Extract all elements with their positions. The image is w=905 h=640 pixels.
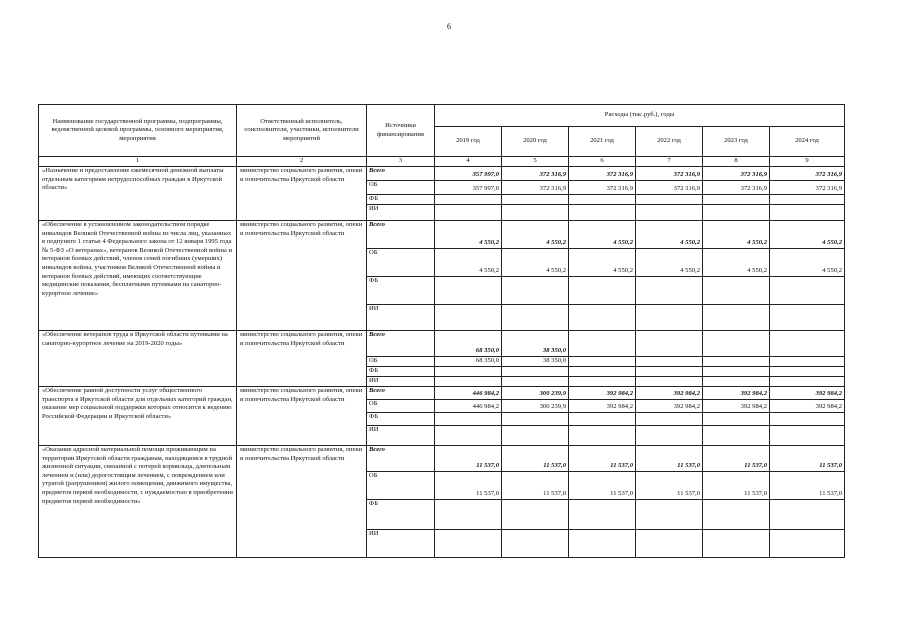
program-name: «Оказание адресной материальной помощи проживающим на территории Иркутской области гражданам, находящимся в трудной жизненной ситуации, связанной с потерей кормильца, длительным лечением и (или) дорогостоящим лечением, с повреждением или утратой (разрушением) жилого помещения, движимого имущества, предметов первой необходимости, с нуждаемостью в приобретении предметов первой необходимости» (39, 446, 237, 558)
funding-source: ИИ (367, 305, 435, 331)
funding-source: ОБ (367, 249, 435, 277)
expense-value (569, 367, 636, 377)
expense-value (703, 426, 770, 446)
expense-value: 11 537,0 (636, 472, 703, 500)
program-name: «Обеспечение в установленном законодательством порядке инвалидов Великой Отечественной войны из числа лиц, указанных в подпункте 1 статьи 4 Федерального закона от 12 января 1995 года № 5-ФЗ «О ветеранах», ветеранов Великой Отечественной войны и ветеранов боевых действий, членов семей погибших (умерших) инвалидов войны, участников Великой Отечественной войны и ветеранов боевых действий, имеющих соответствующие медицинские показания, бесплатными путевками на санаторно-курортное лечение» (39, 221, 237, 331)
expense-value: 392 984,2 (703, 400, 770, 413)
expense-value: 392 984,2 (636, 387, 703, 400)
expense-value: 372 316,9 (569, 181, 636, 195)
expense-value (770, 500, 845, 530)
expense-value (703, 195, 770, 205)
executor-name: министерство социального развития, опеки и попечительства Иркутской области (237, 221, 367, 331)
column-number: 3 (367, 157, 435, 167)
expense-value: 4 550,2 (770, 221, 845, 249)
expense-value (703, 205, 770, 221)
expense-value: 11 537,0 (770, 446, 845, 472)
executor-name: министерство социального развития, опеки и попечительства Иркутской области (237, 446, 367, 558)
expense-value (502, 500, 569, 530)
expense-value (636, 331, 703, 357)
column-number: 5 (502, 157, 569, 167)
executor-name: министерство социального развития, опеки и попечительства Иркутской области (237, 167, 367, 221)
expense-value (569, 426, 636, 446)
expense-value (636, 530, 703, 558)
expense-value: 372 316,9 (636, 181, 703, 195)
expense-value: 372 316,9 (569, 167, 636, 181)
expense-value: 11 537,0 (636, 446, 703, 472)
expense-value: 4 550,2 (569, 221, 636, 249)
expense-value: 300 239,9 (502, 387, 569, 400)
expense-value (770, 195, 845, 205)
expense-value (502, 195, 569, 205)
column-number: 1 (39, 157, 237, 167)
funding-source: ИИ (367, 426, 435, 446)
expense-value (435, 205, 502, 221)
expense-value: 11 537,0 (703, 472, 770, 500)
expense-value: 68 350,0 (435, 331, 502, 357)
expense-value (435, 426, 502, 446)
expense-value (636, 500, 703, 530)
table-row (39, 446, 845, 472)
expense-value (435, 195, 502, 205)
funding-source: Всего (367, 221, 435, 249)
header-year: 2021 год (569, 127, 636, 157)
column-number-row (39, 157, 845, 167)
header-sources: Источники финансирования (367, 105, 435, 157)
expense-value (435, 277, 502, 305)
expense-value (770, 205, 845, 221)
funding-source: ОБ (367, 357, 435, 367)
expense-value (502, 367, 569, 377)
executor-name: министерство социального развития, опеки и попечительства Иркутской области (237, 331, 367, 387)
expense-value: 392 984,2 (569, 387, 636, 400)
table-row (39, 167, 845, 181)
expense-value: 4 550,2 (435, 249, 502, 277)
expense-value: 11 537,0 (770, 472, 845, 500)
expense-value (703, 500, 770, 530)
header-name: Наименование государственной программы, подпрограммы, ведомственной целевой программы, основного мероприятия, мероприятия (39, 105, 237, 157)
header-year: 2022 год (636, 127, 703, 157)
expense-value (435, 413, 502, 426)
funding-source: ФБ (367, 413, 435, 426)
expense-value: 392 984,2 (770, 400, 845, 413)
expense-value (569, 205, 636, 221)
expense-value: 11 537,0 (703, 446, 770, 472)
expense-value: 11 537,0 (569, 446, 636, 472)
expense-value: 372 316,9 (502, 167, 569, 181)
expense-value (569, 277, 636, 305)
column-number: 6 (569, 157, 636, 167)
expense-value (770, 277, 845, 305)
expense-value (770, 530, 845, 558)
table-body (39, 167, 845, 558)
expense-value (703, 357, 770, 367)
expense-value: 300 239,9 (502, 400, 569, 413)
expense-value: 392 984,2 (636, 400, 703, 413)
expense-value (435, 500, 502, 530)
expense-value: 372 316,9 (636, 167, 703, 181)
column-number: 7 (636, 157, 703, 167)
expense-value: 372 316,9 (502, 181, 569, 195)
expense-value (770, 426, 845, 446)
funding-source: ОБ (367, 472, 435, 500)
expense-value (502, 377, 569, 387)
expense-value (569, 500, 636, 530)
expense-value (703, 331, 770, 357)
expense-value (502, 277, 569, 305)
column-number: 8 (703, 157, 770, 167)
expense-value (435, 377, 502, 387)
funding-source: ФБ (367, 500, 435, 530)
expense-value (636, 413, 703, 426)
expense-value (502, 413, 569, 426)
expense-value (502, 426, 569, 446)
expense-value: 392 984,2 (569, 400, 636, 413)
expense-value (569, 530, 636, 558)
header-year: 2023 год (703, 127, 770, 157)
expense-value: 11 537,0 (502, 472, 569, 500)
funding-source: Всего (367, 387, 435, 400)
expense-value (569, 377, 636, 387)
column-number: 9 (770, 157, 845, 167)
expense-value: 357 997,0 (435, 167, 502, 181)
funding-source: ОБ (367, 400, 435, 413)
funding-source: Всего (367, 167, 435, 181)
expense-value (770, 331, 845, 357)
expense-value: 446 984,2 (435, 400, 502, 413)
expense-value: 11 537,0 (569, 472, 636, 500)
expense-value: 372 316,9 (703, 167, 770, 181)
expense-value (703, 367, 770, 377)
expense-value (502, 305, 569, 331)
expense-value (569, 357, 636, 367)
expense-value: 4 550,2 (770, 249, 845, 277)
expense-value (435, 530, 502, 558)
expense-value: 4 550,2 (703, 221, 770, 249)
funding-source: ФБ (367, 195, 435, 205)
expense-value: 446 984,2 (435, 387, 502, 400)
expense-value (569, 195, 636, 205)
expense-value: 4 550,2 (703, 249, 770, 277)
expense-value (636, 377, 703, 387)
expense-value: 11 537,0 (502, 446, 569, 472)
expense-value (636, 426, 703, 446)
expense-value (703, 377, 770, 387)
expense-value (435, 305, 502, 331)
header-executor: Ответственный исполнитель, соисполнители, участники, исполнители мероприятий (237, 105, 367, 157)
executor-name: министерство социального развития, опеки и попечительства Иркутской области (237, 387, 367, 446)
expense-value: 372 316,9 (770, 167, 845, 181)
expense-value (636, 195, 703, 205)
page-number: 6 (447, 22, 451, 31)
expense-value: 4 550,2 (636, 221, 703, 249)
program-name: «Назначение и предоставление ежемесячной денежной выплаты отдельным категориям нетрудоспособных граждан в Иркутской области» (39, 167, 237, 221)
expense-value (770, 305, 845, 331)
expense-value: 11 537,0 (435, 446, 502, 472)
header-year: 2019 год (435, 127, 502, 157)
header-expenses: Расходы (тыс.руб.), годы (435, 105, 845, 127)
expense-value: 38 350,0 (502, 331, 569, 357)
expense-value: 4 550,2 (435, 221, 502, 249)
expense-value (636, 205, 703, 221)
expense-value: 4 550,2 (636, 249, 703, 277)
expense-value: 372 316,9 (703, 181, 770, 195)
table-row (39, 331, 845, 357)
expense-value (703, 413, 770, 426)
expense-value (636, 367, 703, 377)
funding-source: ФБ (367, 277, 435, 305)
expense-value: 392 984,2 (703, 387, 770, 400)
expense-value: 392 984,2 (770, 387, 845, 400)
column-number: 4 (435, 157, 502, 167)
expense-value: 372 316,9 (770, 181, 845, 195)
expense-value: 11 537,0 (435, 472, 502, 500)
expense-value (502, 205, 569, 221)
expense-value: 38 350,0 (502, 357, 569, 367)
expense-value (703, 305, 770, 331)
expense-value (636, 277, 703, 305)
funding-source: ФБ (367, 367, 435, 377)
expense-value (569, 413, 636, 426)
funding-source: ИИ (367, 377, 435, 387)
expense-value (770, 377, 845, 387)
expense-value (569, 331, 636, 357)
budget-table (38, 104, 845, 558)
expense-value (435, 367, 502, 377)
expense-value (770, 357, 845, 367)
expense-value: 4 550,2 (569, 249, 636, 277)
program-name: «Обеспечение ветеранов труда в Иркутской области путевками на санаторно-курортное лечение на 2019-2020 годы» (39, 331, 237, 387)
header-year: 2024 год (770, 127, 845, 157)
expense-value: 4 550,2 (502, 221, 569, 249)
expense-value: 4 550,2 (502, 249, 569, 277)
table-row (39, 387, 845, 400)
header-year: 2020 год (502, 127, 569, 157)
expense-value (703, 277, 770, 305)
expense-value (770, 367, 845, 377)
column-number: 2 (237, 157, 367, 167)
expense-value: 68 350,0 (435, 357, 502, 367)
program-name: «Обеспечение равной доступности услуг общественного транспорта в Иркутской области для отдельных категорий граждан, оказание мер социальной поддержки которых относится к ведению Российской Федерации и Иркутской области» (39, 387, 237, 446)
funding-source: ИИ (367, 530, 435, 558)
expense-value (502, 530, 569, 558)
funding-source: ОБ (367, 181, 435, 195)
expense-value (770, 413, 845, 426)
funding-source: ИИ (367, 205, 435, 221)
funding-source: Всего (367, 331, 435, 357)
expense-value (569, 305, 636, 331)
table-row (39, 221, 845, 249)
expense-value: 357 997,0 (435, 181, 502, 195)
expense-value (703, 530, 770, 558)
expense-value (636, 357, 703, 367)
funding-source: Всего (367, 446, 435, 472)
expense-value (636, 305, 703, 331)
